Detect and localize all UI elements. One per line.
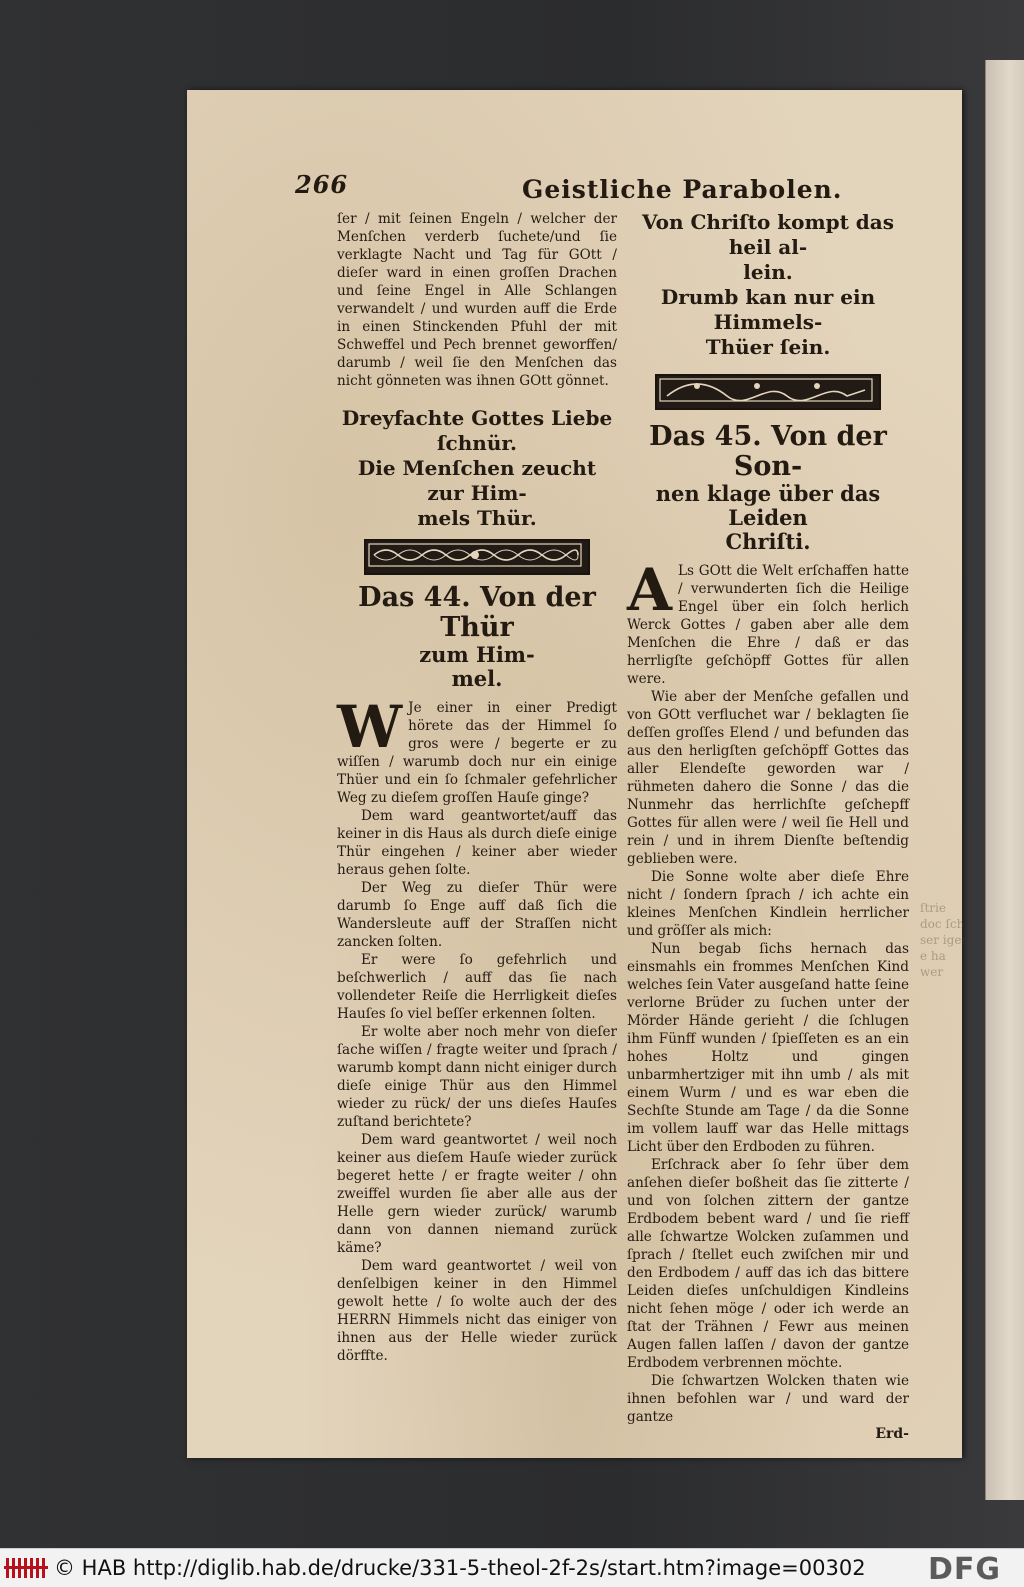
continuation-text: ſer / mit ſeinen Engeln / welcher der Menſchen verderb ſuchete/und ſie verklagte Nacht und Tag für GOtt / dieſer ward in einen groſſen Drachen und ſeine Engel in Alle Schlangen verwandelt / und wurden auff die Erde in einen Stinckenden Pfuhl der mit Schweffel und Pech brennet geworffen/ darumb / weil ſie den Menſchen das nicht gönneten was ihnen GOtt gönnet.: [337, 211, 617, 389]
motto-line: Von Chriſto kompt das heil al-: [641, 210, 894, 259]
bleed-line: ſtrie: [920, 901, 946, 915]
running-head: Geistliche Parabolen.: [522, 175, 843, 204]
ornament-band: [364, 539, 590, 575]
right-column: [627, 210, 909, 1442]
copyright-url-text: © HAB http://diglib.hab.de/drucke/331-5-theol-2f-2s/start.htm?image=00302: [54, 1556, 866, 1580]
chapter-45-subtitle: nen klage über das Leiden: [655, 481, 881, 530]
chapter-45-opening: [627, 556, 909, 688]
bleed-line: e ha: [920, 949, 946, 963]
opening-text: Ls GOtt die Welt erſchaffen hatte / verwunderten ſich die Heilige Engel über ein ſolch herlich Werck Gottes / gaben aber alle dem Menſchen die Ehre / daß er das herrligſte geſchöpff Gottes für allen were.: [627, 563, 909, 687]
footer-bar: [0, 1548, 1024, 1587]
hab-logo-icon: [4, 1555, 48, 1581]
motto-line: Dreyfachte Gottes Liebe: [341, 406, 613, 430]
motto-block-right: [627, 210, 909, 360]
chapter-44-title: Das 44. Von der Thür: [358, 582, 596, 643]
motto-line: Drumb kan nur ein Himmels-: [660, 285, 876, 334]
paragraph: Der Weg zu dieſer Thür were darumb ſo Enge auff daß ſich die Wandersleute auff der Straſſen nicht zancken ſolten.: [337, 880, 617, 950]
drop-cap: W: [337, 693, 403, 761]
page-number: 266: [295, 170, 349, 199]
chapter-44-subtitle: zum Him-: [419, 642, 535, 667]
adjacent-page-edge: [985, 60, 1024, 1500]
paragraph: Erſchrack aber ſo ſehr über dem anſehen dieſer boßheit das ſie zitterte / und von ſolchen zittern der gantze Erdbodem bebent ward / und ſie rieff alle ſchwartze Wolcken zuſammen und ſprach / ſtellet euch zwiſchen mir und den Erdbodem / auff das ich das bittere Leiden dieſes unſchuldigen Kindleins nicht ſehen möge / oder ich werde an ſtat der Trähnen / Fewr aus meinen Augen fallen laſſen / davon der gantze Erdbodem verbrennen möchte.: [627, 1157, 909, 1371]
paragraph: Nun begab ſichs hernach das einsmahls ein frommes Menſchen Kind welches ſein Vater ausgeſand hatte ſeine verlorne Brüder zu ſuchen unter der Mörder Hände gerieht / die ſchlugen ihm Fünff wunden / ſpieſſeten es an ein hohes Holtz und gingen unbarmhertziger mit ihn umb / als mit einem Wurm / und es war eben die Sechſte Stunde am Tage / da die Sonne im vollem lauff war das Helle mittags Licht über den Erdboden zu führen.: [627, 941, 909, 1155]
dfg-logo: DFG: [928, 1552, 1002, 1587]
paragraph: Die ſchwartzen Wolcken thaten wie ihnen befohlen war / und ward der gantze: [627, 1373, 909, 1425]
motto-line: mels Thür.: [417, 506, 537, 530]
paragraph: Wie aber der Menſche gefallen und von GOtt verfluchet war / beklagten ſie deſſen groſſes Elend / und befunden das aus den herligſten geſchöpff Gottes das aller Elendeſte geworden war / rühmeten dahero die Sonne / das die Nunmehr das herrlichſte geſchepff Gottes für allen were / weil ſie Hell und rein / und in ihrem Dienſte beſtendig geblieben were.: [627, 689, 909, 867]
chapter-44-opening: [337, 693, 617, 807]
chapter-45-subtitle: Chriſti.: [725, 529, 811, 554]
motto-line: ſchnür.: [436, 431, 518, 455]
paragraph: Dem ward geantwortet / weil von denſelbigen keiner in den Himmel gewolt hette / ſo wolte auch der des HERRN Himmels nicht das einiger von ihnen aus der Helle wieder zurück dörffte.: [337, 1258, 617, 1364]
bleed-through-text: [920, 900, 970, 990]
paragraph: Die Sonne wolte aber dieſe Ehre nicht / ſondern ſprach / ich achte ein kleines Menſchen Kindlein herrlicher und gröſſer als mich:: [627, 869, 909, 939]
book-page: [187, 90, 962, 1458]
bleed-line: doc ſch: [920, 917, 965, 931]
opening-text: Je einer in einer Predigt hörete das der Himmel ſo gros were / begerte er zu wiſſen / warumb doch nur ein einige Thüer und ein ſo ſchmaler gefehrlicher Weg zu dieſem groſſen Hauſe ginge?: [337, 700, 617, 806]
ornament-pattern: [366, 541, 584, 569]
chapter-44-subtitle: mel.: [451, 666, 503, 691]
motto-line: Thüer ſein.: [705, 335, 831, 359]
ornament-band: [655, 374, 881, 410]
motto-line: lein.: [743, 260, 793, 284]
bleed-line: wer: [920, 965, 944, 979]
catchword: Erd-: [875, 1426, 909, 1442]
motto-block-left: [337, 406, 617, 531]
paragraph: Er wolte aber noch mehr von dieſer ſache wiſſen / fragte weiter und ſprach / warumb kompt dann nicht einiger durch dieſe einige Thür aus den Himmel wieder zu rück/ der uns dieſes Hauſes zuſtand berichtete?: [337, 1024, 617, 1130]
left-column: [337, 210, 617, 1365]
chapter-45-title: Das 45. Von der Son-: [649, 421, 887, 482]
paragraph: Er were ſo gefehrlich und beſchwerlich / auff das ſie nach vollendeter Reiſe die Herrligkeit dieſes Hauſes ſo viel beſſer erkennen ſolten.: [337, 952, 617, 1022]
paragraph: Dem ward geantwortet/auff das keiner in dis Haus als durch dieſe einige Thür eingehen / keiner aber wieder heraus gehen ſolte.: [337, 808, 617, 878]
motto-line: Die Menſchen zeucht zur Him-: [357, 456, 597, 505]
bleed-line: ser iger: [920, 933, 968, 947]
ornament-pattern: [657, 376, 875, 404]
paragraph: Dem ward geantwortet / weil noch keiner aus dieſem Hauſe wieder zurück begeret hette / er fragte weiter / ohn zweiffel wurden ſie aber alle aus der Helle gern wieder zurück/ warumb dann von dannen niemand zurück käme?: [337, 1132, 617, 1256]
drop-cap: A: [627, 556, 673, 624]
